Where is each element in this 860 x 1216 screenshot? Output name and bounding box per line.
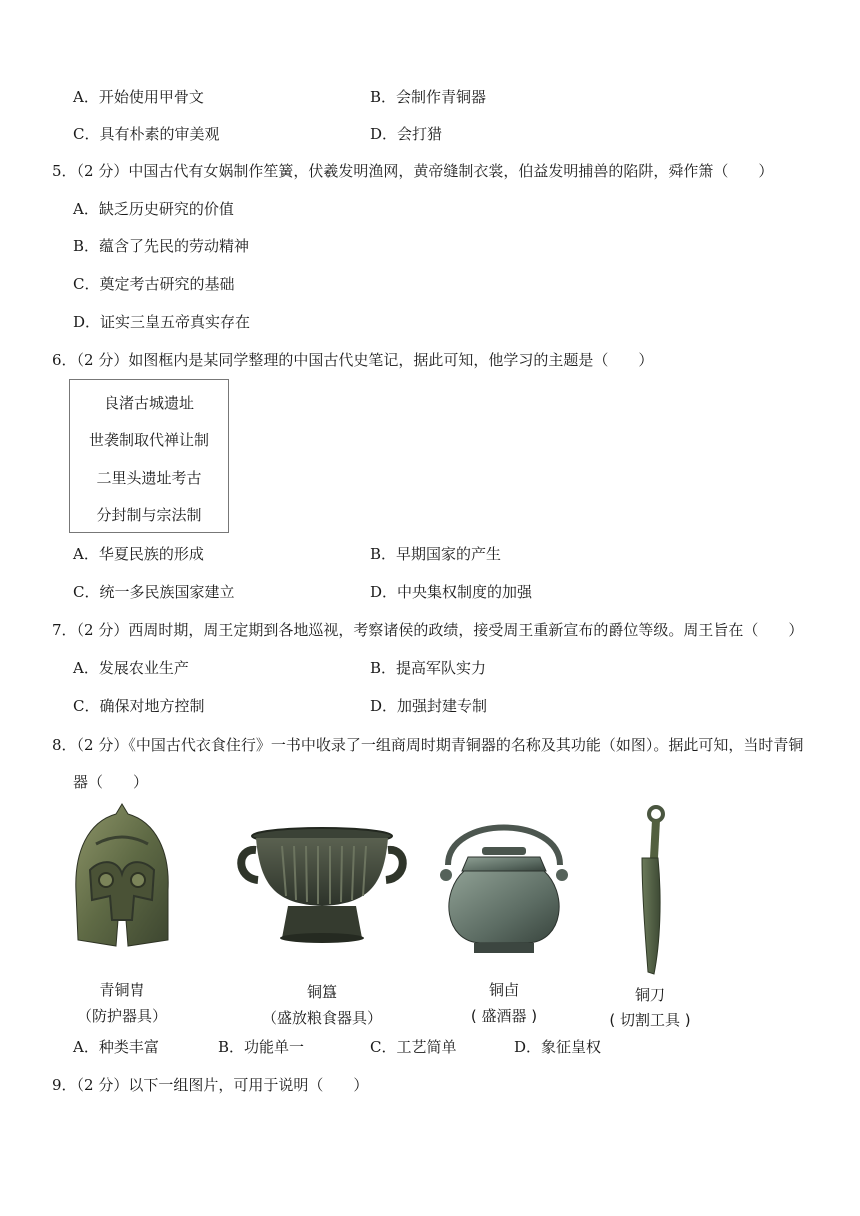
figure-4-function: ( 切割工具 ) xyxy=(609,1011,691,1029)
figure-2-function: （盛放粮食器具） xyxy=(261,1009,382,1027)
q8-option-d: D．象征皇权 xyxy=(514,1038,602,1056)
q5-option-a: A．缺乏历史研究的价值 xyxy=(73,200,234,218)
q6-stem: 6．（2 分）如图框内是某同学整理的中国古代史笔记，据此可知，他学习的主题是（ ） xyxy=(52,351,654,369)
q6-option-a: A．华夏民族的形成 xyxy=(73,545,204,563)
bronze-you-wine-vessel-icon xyxy=(430,805,578,955)
figure-3-function: ( 盛酒器 ) xyxy=(470,1007,538,1025)
q8-option-c: C．工艺简单 xyxy=(370,1038,457,1056)
q5-option-c: C．奠定考古研究的基础 xyxy=(73,275,235,293)
q6-option-d: D．中央集权制度的加强 xyxy=(370,583,533,601)
q4-option-b: B．会制作青铜器 xyxy=(370,88,487,106)
q6-note-1: 良渚古城遗址 xyxy=(103,394,194,412)
q4-option-c: C．具有朴素的审美观 xyxy=(73,125,220,143)
q7-stem: 7．（2 分）西周时期，周王定期到各地巡视，考察诸侯的政绩，接受周王重新宣布的爵位等级。周王旨在（ ） xyxy=(52,621,804,639)
q7-option-b: B．提高军队实力 xyxy=(370,659,487,677)
bronze-gui-vessel-icon xyxy=(232,826,412,944)
q6-option-c: C．统一多民族国家建立 xyxy=(73,583,235,601)
q4-option-d: D．会打猎 xyxy=(370,125,443,143)
q5-option-d: D．证实三皇五帝真实存在 xyxy=(73,313,251,331)
figure-2-name: 铜簋 xyxy=(306,983,337,1001)
q5-option-b: B．蕴含了先民的劳动精神 xyxy=(73,237,250,255)
q6-option-b: B．早期国家的产生 xyxy=(370,545,502,563)
q7-option-a: A．发展农业生产 xyxy=(73,659,189,677)
figure-1-name: 青铜胄 xyxy=(99,981,145,999)
bronze-knife-icon xyxy=(628,804,672,976)
q4-option-a: A．开始使用甲骨文 xyxy=(73,88,204,106)
q7-option-c: C．确保对地方控制 xyxy=(73,697,205,715)
q6-note-4: 分封制与宗法制 xyxy=(96,506,202,524)
figure-3-name: 铜卣 xyxy=(488,981,519,999)
q8-stem-line-2: 器（ ） xyxy=(73,773,149,791)
q6-notes-box xyxy=(69,379,229,533)
q6-note-2: 世袭制取代禅让制 xyxy=(88,431,209,449)
q7-option-d: D．加强封建专制 xyxy=(370,697,488,715)
q9-stem: 9．（2 分）以下一组图片，可用于说明（ ） xyxy=(52,1076,369,1094)
figure-1-function: （防护器具） xyxy=(76,1007,167,1025)
q8-stem-line-1: 8．（2 分）《中国古代衣食住行》一书中收录了一组商周时期青铜器的名称及其功能（如图）。据此可知，当时青铜 xyxy=(52,736,804,754)
q5-stem: 5．（2 分）中国古代有女娲制作笙簧，伏羲发明渔网，黄帝缝制衣裳，伯益发明捕兽的陷阱，舜作箫（ ） xyxy=(52,162,774,180)
q8-option-b: B．功能单一 xyxy=(218,1038,305,1056)
q8-option-a: A．种类丰富 xyxy=(73,1038,159,1056)
q6-note-3: 二里头遗址考古 xyxy=(96,469,202,487)
figure-4-name: 铜刀 xyxy=(634,986,665,1004)
bronze-helmet-icon xyxy=(72,800,172,948)
